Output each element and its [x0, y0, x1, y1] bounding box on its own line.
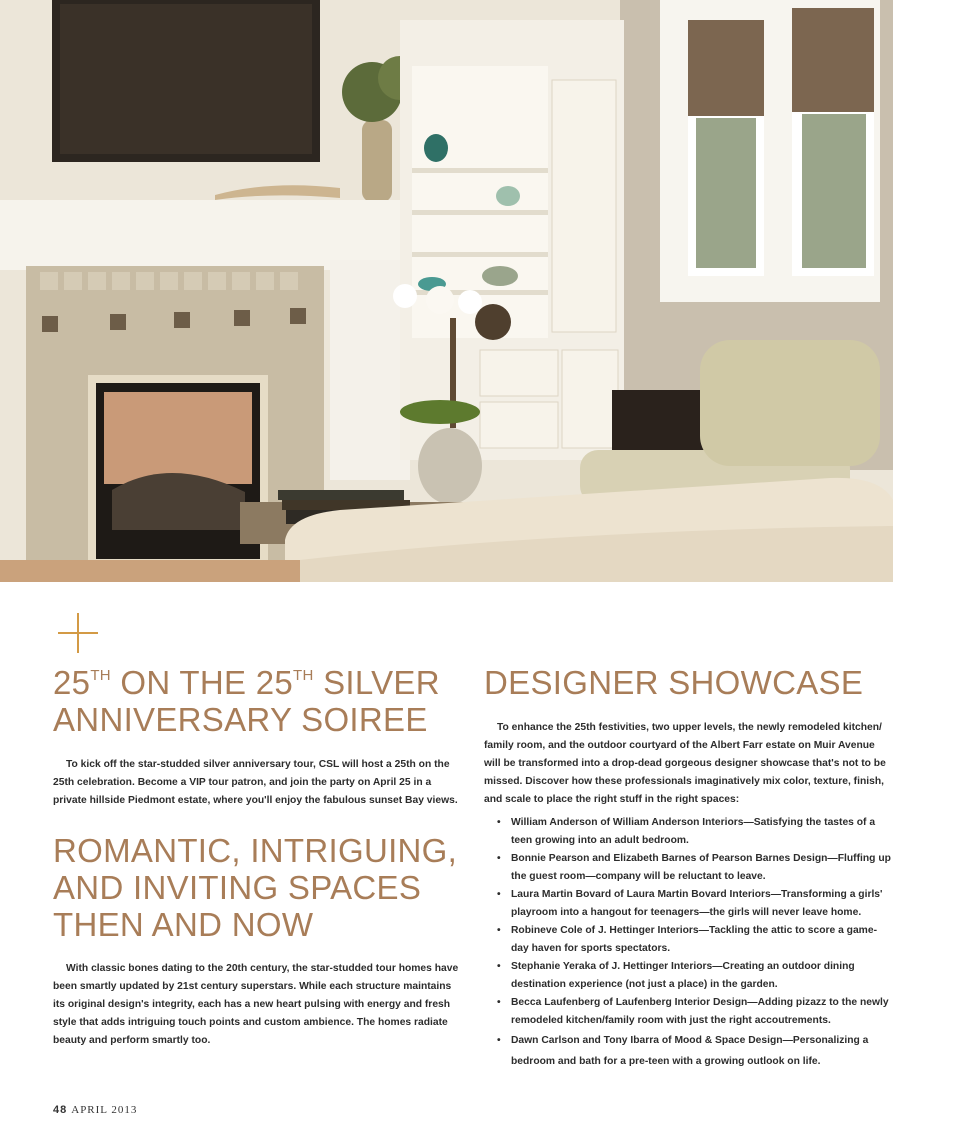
heading-2-line-3: THEN AND NOW	[53, 906, 314, 943]
list-item: • William Anderson of William Anderson Interiors—Satisfying the tastes of a teen growing into an adult bedroom.	[493, 814, 893, 850]
heading-2-line-2: AND INVITING SPACES	[53, 869, 422, 906]
designer-list	[493, 814, 893, 1072]
plus-ornament-icon	[58, 613, 98, 653]
heading-silver-anniversary-soiree	[53, 664, 473, 738]
list-item: • Dawn Carlson and Tony Ibarra of Mood & Space Design—Personalizing a bedroom and bath for a pre-teen with a growing outlook on life.	[493, 1030, 893, 1072]
list-item: • Stephanie Yeraka of J. Hettinger Interiors—Creating an outdoor dining destination experience (not just a place) in the garden.	[493, 958, 893, 994]
interior-photo	[0, 0, 893, 582]
heading-designer-showcase: DESIGNER SHOWCASE	[484, 664, 864, 701]
page-number: 48	[53, 1104, 68, 1116]
heading-2-line-1: ROMANTIC, INTRIGUING,	[53, 832, 458, 869]
heading-1-line-1: 25TH ON THE 25TH SILVER	[53, 664, 440, 701]
heading-1-line-2: ANNIVERSARY SOIREE	[53, 701, 428, 738]
tour-homes-paragraph: With classic bones dating to the 20th century, the star-studded tour homes have been smartly updated by 21st century superstars. While each structure maintains its original design's integrity, each has a new heart pulsing with energy and fresh style that adds intriguing touch points and custom ambience. The homes radiate beauty and perform smartly too.	[53, 963, 459, 1046]
list-item: • Laura Martin Bovard of Laura Martin Bovard Interiors—Transforming a girls' playroom into a hangout for teenagers—the girls will never leave home.	[493, 886, 893, 922]
list-item: • Bonnie Pearson and Elizabeth Barnes of Pearson Barnes Design—Fluffing up the guest room—company will be reluctant to leave.	[493, 850, 893, 886]
intro-paragraph: To kick off the star-studded silver anniversary tour, CSL will host a 25th on the 25th celebration. Become a VIP tour patron, and join the party on April 25 in a private hillside Piedmont estate, where you'll enjoy the fabulous sunset Bay views.	[53, 759, 458, 806]
list-item: • Robineve Cole of J. Hettinger Interiors—Tackling the attic to score a game-day haven for sports spectators.	[493, 922, 893, 958]
list-item: • Becca Laufenberg of Laufenberg Interior Design—Adding pizazz to the newly remodeled kitchen/family room with just the right accoutrements.	[493, 994, 893, 1030]
issue-date: APRIL 2013	[71, 1104, 138, 1116]
heading-romantic-spaces	[53, 832, 473, 943]
page-folio	[53, 1104, 137, 1116]
showcase-paragraph: To enhance the 25th festivities, two upper levels, the newly remodeled kitchen/ family room, and the outdoor courtyard of the Albert Farr estate on Muir Avenue will be transformed into a drop-dead gorgeous designer showcase that's not to be missed. Discover how these professionals imaginatively mix color, texture, finish, and scale to place the right stuff in the right spaces:	[484, 722, 886, 805]
